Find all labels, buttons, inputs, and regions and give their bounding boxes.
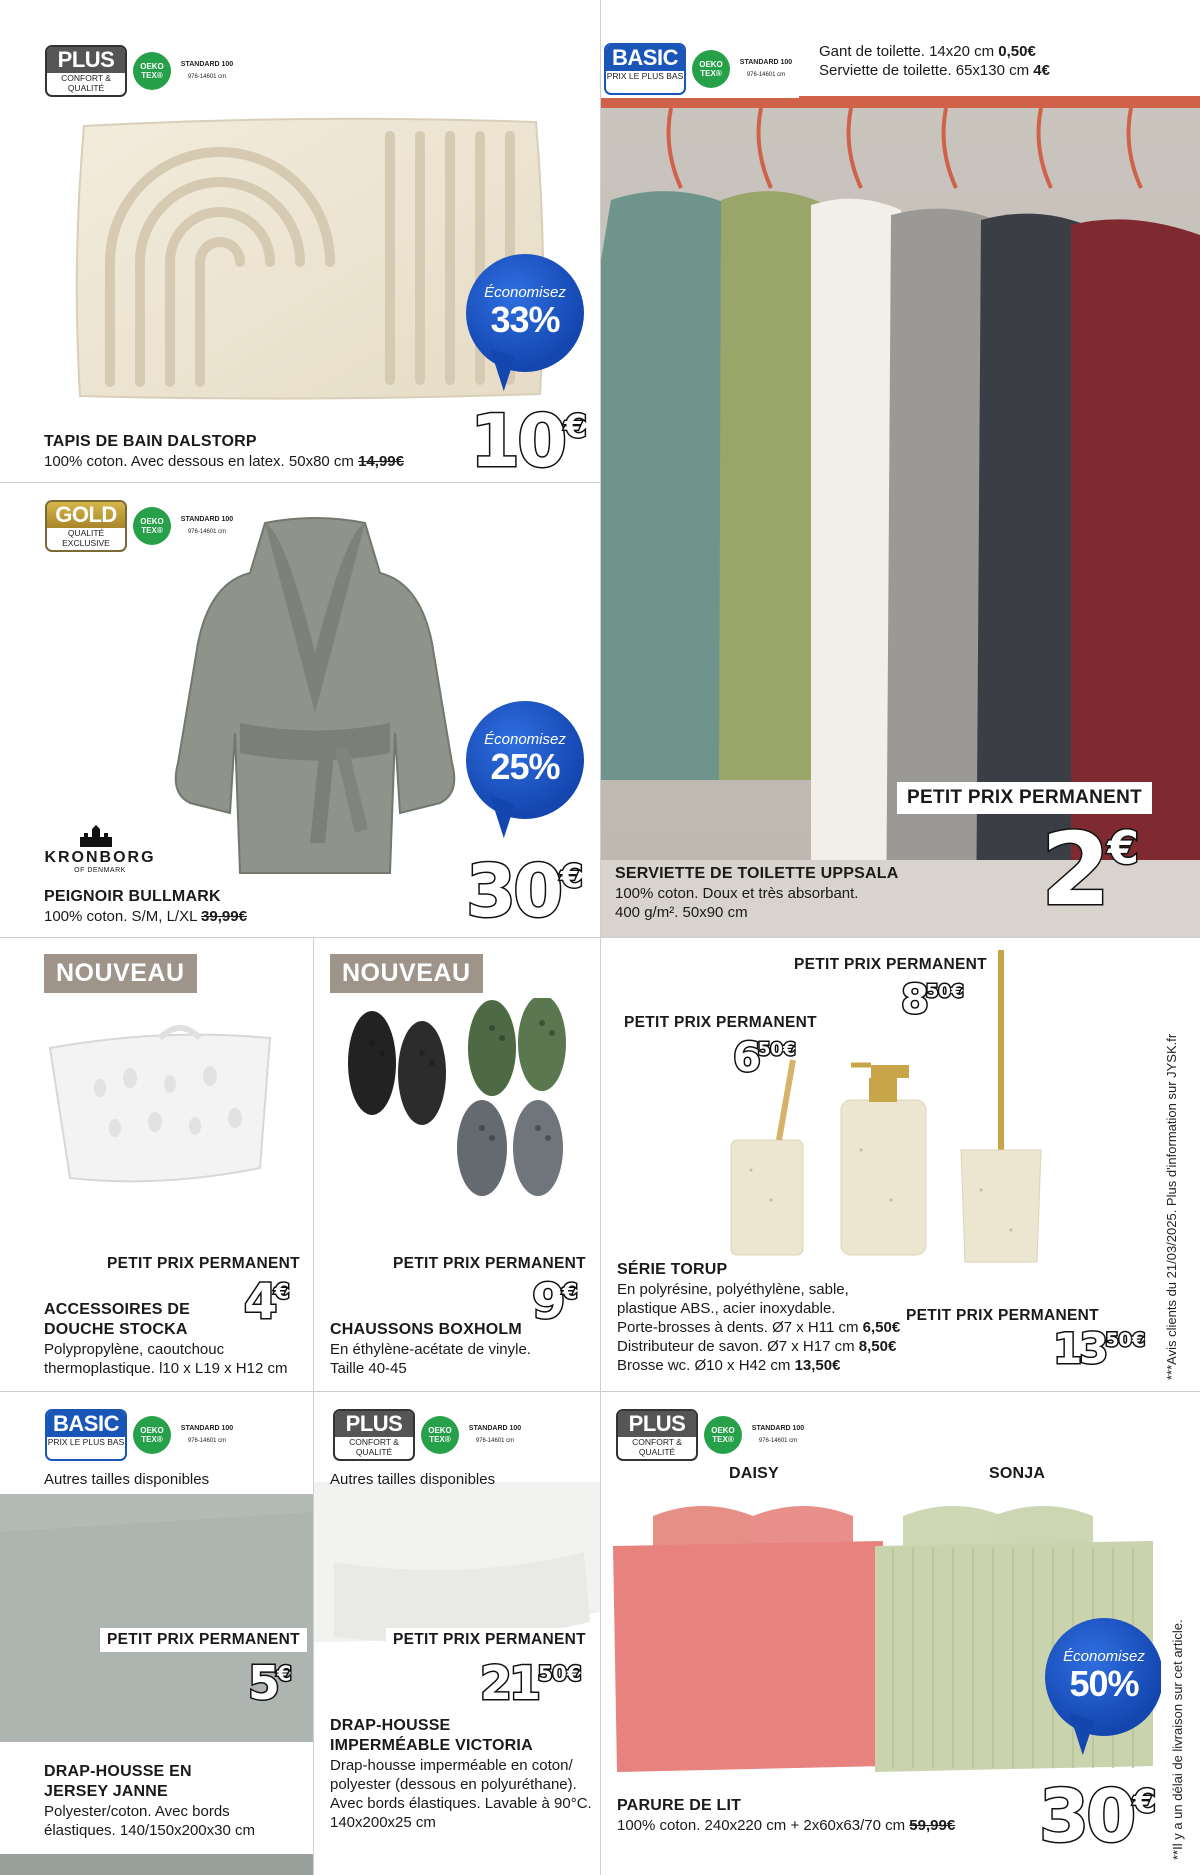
price: 2€ xyxy=(1041,811,1139,928)
product-drap-housse-victoria[interactable] xyxy=(314,1392,600,1875)
oeko-tex-icon: OEKO TEX® xyxy=(133,1416,171,1454)
savings-bubble: Économisez 50% xyxy=(1045,1618,1161,1736)
petit-prix-label: PETIT PRIX PERMANENT xyxy=(386,1252,593,1276)
quality-badge xyxy=(42,42,240,100)
torup-set-image xyxy=(701,950,1061,1270)
product-desc: 100% coton. 240x220 cm + 2x60x63/70 cm xyxy=(617,1817,906,1834)
product-title: CHAUSSONS BOXHOLM xyxy=(330,1321,522,1338)
oeko-tex-icon: OEKO TEX® xyxy=(692,50,730,88)
other-sizes-text: Autres tailles disponibles xyxy=(44,1471,210,1488)
petit-prix-label: PETIT PRIX PERMANENT xyxy=(100,1252,307,1276)
oeko-tex-icon: OEKO TEX® xyxy=(133,507,171,545)
petit-prix-label: PETIT PRIX PERMANENT xyxy=(899,1304,1106,1328)
petit-prix-label: PETIT PRIX PERMANENT xyxy=(617,1011,824,1035)
basic-badge: BASIC PRIX LE PLUS BAS xyxy=(604,43,686,95)
product-boxholm[interactable] xyxy=(314,938,600,1391)
product-serie-torup[interactable] xyxy=(601,938,1161,1391)
plus-badge: PLUS CONFORT & QUALITÉ xyxy=(45,45,127,97)
castle-logo-icon xyxy=(78,825,118,849)
product-stocka[interactable] xyxy=(0,938,313,1391)
standard-100-label: STANDARD 100 976-14601 cm xyxy=(180,61,234,80)
clogs-image xyxy=(342,998,592,1198)
price: 5€ xyxy=(248,1656,292,1710)
basic-badge: BASIC PRIX LE PLUS BAS xyxy=(45,1409,127,1461)
peignoir-text xyxy=(44,887,247,926)
oeko-tex-icon: OEKO TEX® xyxy=(704,1416,742,1454)
savings-bubble: Économisez 33% xyxy=(466,254,584,372)
oeko-tex-icon: OEKO TEX® xyxy=(133,52,171,90)
petit-prix-label: PETIT PRIX PERMANENT xyxy=(386,1628,593,1652)
torup-text: SÉRIE TORUP En polyrésine, polyéthylène, sable, plastique ABS., acier inoxydable. Porte-brosses à dents. Ø7 x H11 cm 6,50€ Distributeur de savon. Ø7 x H17 cm 8,50€ Brosse wc. Ø10 x H42 cm 13,50€ xyxy=(617,1261,901,1374)
price: 30€ xyxy=(466,849,583,933)
uppsala-size-list: Gant de toilette. 14x20 cm 0,50€ Serviette de toilette. 65x130 cm 4€ xyxy=(819,43,1050,79)
tapis-text xyxy=(44,432,404,471)
nouveau-label: NOUVEAU xyxy=(330,954,483,993)
stocka-text: ACCESSOIRES DE DOUCHE STOCKA Polypropylène, caoutchouc thermoplastique. l10 x L19 x H12 cm xyxy=(44,1301,288,1377)
quality-badge xyxy=(330,1406,528,1464)
delivery-note: **Il y a un délai de livraison sur cet article. xyxy=(1170,1619,1185,1860)
price: 30€ xyxy=(1039,1774,1156,1858)
parure-text xyxy=(617,1796,955,1835)
gold-badge: GOLD QUALITÉ EXCLUSIVE xyxy=(45,500,127,552)
quality-badge xyxy=(601,40,799,98)
product-title: PARURE DE LIT xyxy=(617,1797,742,1814)
product-title: TAPIS DE BAIN DALSTORP xyxy=(44,433,257,450)
price-distributor: $8^{50€}$ xyxy=(901,977,964,1023)
price: 10€ xyxy=(470,399,587,482)
product-desc: 100% coton. Avec dessous en latex. 50x80 cm xyxy=(44,453,354,470)
standard-100-label: STANDARD 100 976-14601 cm xyxy=(468,1425,522,1444)
old-price: 59,99€ xyxy=(909,1817,956,1834)
product-drap-housse-janne[interactable] xyxy=(0,1392,313,1875)
savings-bubble: Économisez 25% xyxy=(466,701,584,819)
daisy-label: DAISY xyxy=(729,1465,779,1482)
product-parure-de-lit[interactable] xyxy=(601,1392,1161,1875)
product-tapis-dalstorp[interactable] xyxy=(0,0,600,482)
quality-badge xyxy=(42,1406,240,1464)
product-title: SÉRIE TORUP xyxy=(617,1261,728,1278)
product-peignoir-bullmark[interactable] xyxy=(0,483,600,937)
kronborg-logo: KRONBORG OF DENMARK xyxy=(44,849,156,874)
quality-badge xyxy=(613,1406,811,1464)
price: 4€ xyxy=(244,1274,290,1330)
bath-mat-image xyxy=(70,112,550,402)
shower-caddy-image xyxy=(40,1018,290,1208)
sonja-label: SONJA xyxy=(989,1465,1046,1482)
other-sizes-text: Autres tailles disponibles xyxy=(330,1471,496,1488)
petit-prix-label: PETIT PRIX PERMANENT xyxy=(897,782,1152,814)
boxholm-text: CHAUSSONS BOXHOLM En éthylène-acétate de vinyle. Taille 40-45 xyxy=(330,1321,531,1377)
bathrobe-image xyxy=(170,513,460,883)
avis-clients-note: ***Avis clients du 21/03/2025. Plus d'information sur JYSK.fr xyxy=(1164,1033,1179,1380)
price: 9€ xyxy=(532,1274,578,1330)
price: $21^{50€}$ xyxy=(480,1656,582,1710)
old-price: 14,99€ xyxy=(358,453,404,470)
product-title: SERVIETTE DE TOILETTE UPPSALA xyxy=(615,865,899,882)
standard-100-label: STANDARD 100 976-14601 cm xyxy=(751,1425,805,1444)
oeko-tex-icon: OEKO TEX® xyxy=(421,1416,459,1454)
old-price: 39,99€ xyxy=(201,908,247,925)
price-toothbrush-holder: $6^{50€}$ xyxy=(733,1035,796,1081)
petit-prix-label: PETIT PRIX PERMANENT xyxy=(100,1628,307,1652)
standard-100-label: STANDARD 100 976-14601 cm xyxy=(180,516,234,535)
price-toilet-brush: $13^{50€}$ xyxy=(1053,1324,1145,1373)
product-desc: 100% coton. S/M, L/XL xyxy=(44,908,197,925)
janne-text: DRAP-HOUSSE EN JERSEY JANNE Polyester/coton. Avec bords élastiques. 140/150x200x30 cm xyxy=(44,1763,255,1839)
product-serviette-uppsala[interactable] xyxy=(601,0,1200,937)
standard-100-label: STANDARD 100 976-14601 cm xyxy=(739,59,793,78)
victoria-text: DRAP-HOUSSE IMPERMÉABLE VICTORIA Drap-housse imperméable en coton/ polyester (dessous en polyuréthane). Avec bords élastiques. Lavable à 90°C. 140x200x25 cm xyxy=(330,1717,592,1831)
product-title: PEIGNOIR BULLMARK xyxy=(44,888,221,905)
uppsala-text: SERVIETTE DE TOILETTE UPPSALA 100% coton. Doux et très absorbant. 400 g/m². 50x90 cm xyxy=(615,865,899,921)
standard-100-label: STANDARD 100 976-14601 cm xyxy=(180,1425,234,1444)
plus-badge: PLUS CONFORT & QUALITÉ xyxy=(616,1409,698,1461)
plus-badge: PLUS CONFORT & QUALITÉ xyxy=(333,1409,415,1461)
petit-prix-label: PETIT PRIX PERMANENT xyxy=(787,953,994,977)
nouveau-label: NOUVEAU xyxy=(44,954,197,993)
